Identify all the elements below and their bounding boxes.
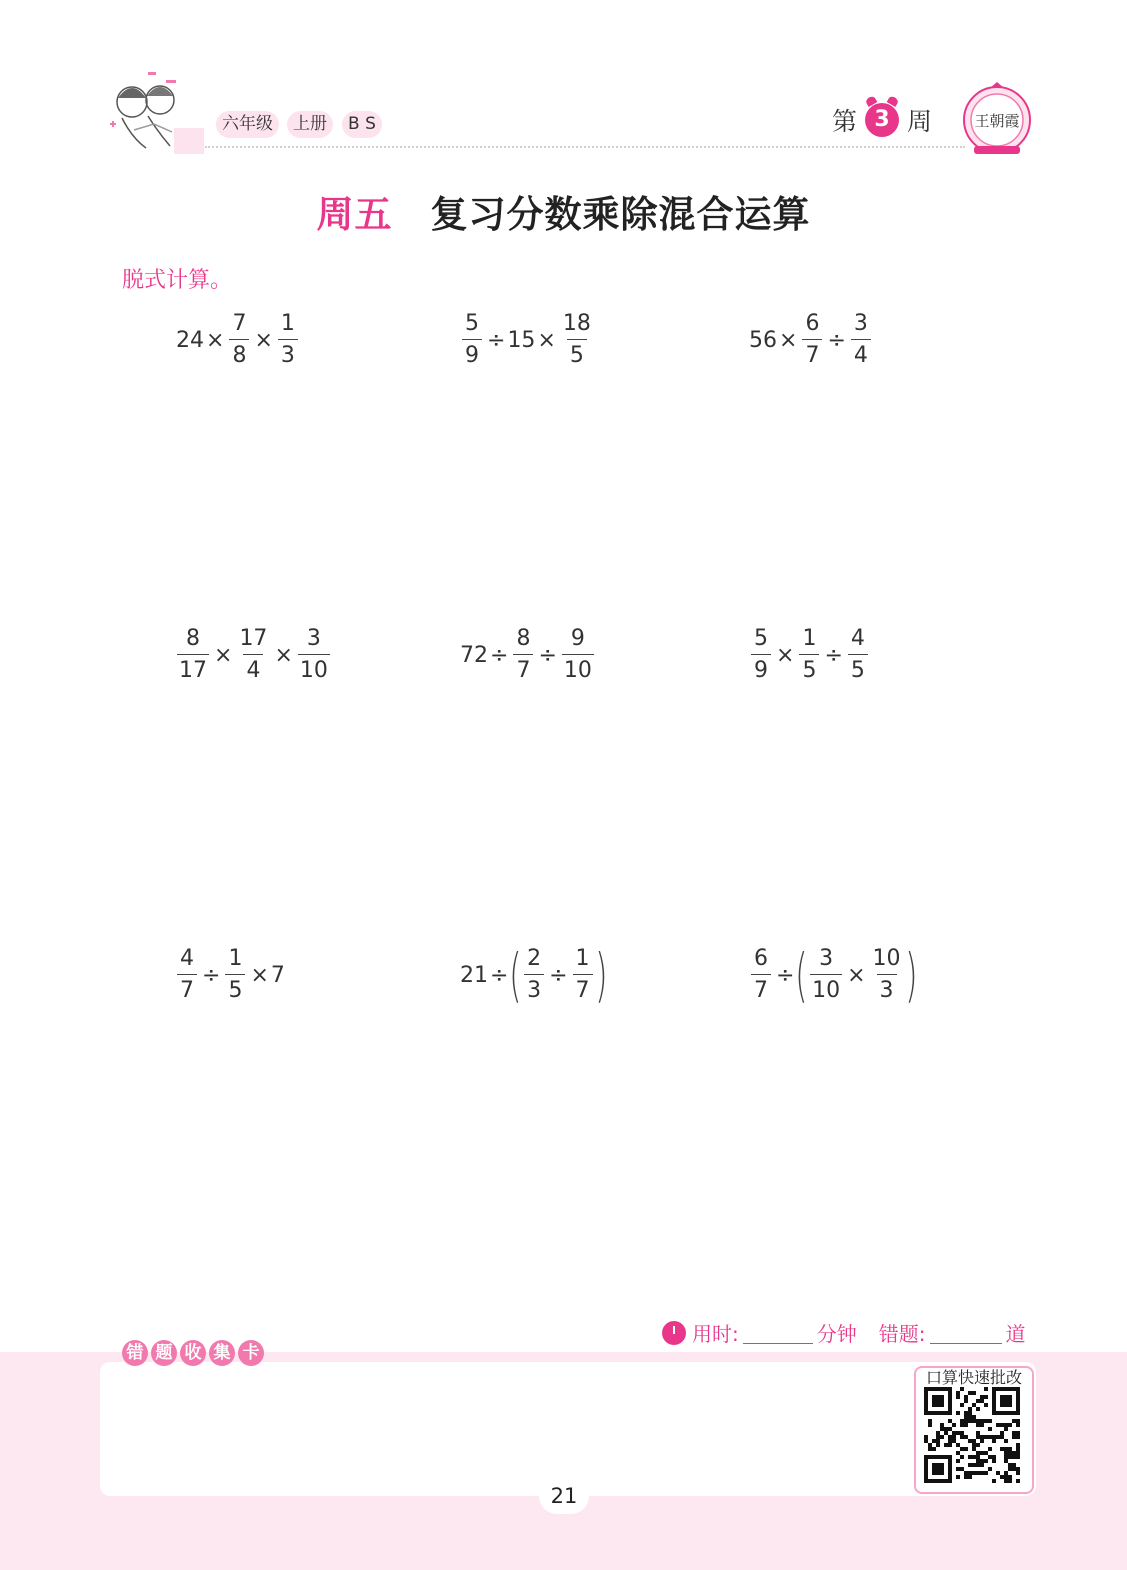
divide-sign: ÷ bbox=[827, 327, 846, 353]
fraction bbox=[848, 628, 868, 682]
denominator: 5 bbox=[567, 339, 587, 367]
fraction bbox=[751, 628, 771, 682]
right-paren: ) bbox=[594, 941, 608, 1009]
time-unit: 分钟 bbox=[816, 1322, 857, 1346]
fraction bbox=[871, 948, 903, 1002]
title-day: 周五 bbox=[316, 193, 393, 236]
fraction bbox=[225, 948, 245, 1002]
fraction bbox=[298, 628, 330, 682]
numerator: 7 bbox=[232, 311, 247, 336]
card-label-char: 题 bbox=[151, 1340, 177, 1366]
fraction bbox=[562, 628, 594, 682]
seal-text: 王朝霞 bbox=[974, 112, 1020, 130]
problem-6 bbox=[748, 620, 871, 690]
denominator: 7 bbox=[751, 974, 771, 1002]
card-label-char: 收 bbox=[180, 1340, 206, 1366]
problem-5 bbox=[460, 620, 597, 690]
week-number: 3 bbox=[874, 107, 890, 132]
denominator: 10 bbox=[298, 654, 330, 682]
time-label: 用时: bbox=[692, 1322, 739, 1346]
fraction bbox=[177, 948, 197, 1002]
numerator: 18 bbox=[562, 311, 591, 336]
card-label-char: 错 bbox=[122, 1340, 148, 1366]
denominator: 8 bbox=[229, 339, 249, 367]
fraction bbox=[177, 628, 209, 682]
fraction bbox=[513, 628, 533, 682]
week-suffix: 周 bbox=[907, 107, 933, 136]
times-sign: × bbox=[250, 962, 269, 988]
denominator: 7 bbox=[177, 974, 197, 1002]
denominator: 4 bbox=[243, 654, 263, 682]
integer: 21 bbox=[460, 962, 488, 988]
errors-blank[interactable] bbox=[930, 1321, 1002, 1344]
denominator: 10 bbox=[810, 974, 842, 1002]
kids-illustration bbox=[104, 70, 204, 156]
grade-pill: 六年级 bbox=[216, 111, 279, 138]
numerator: 4 bbox=[180, 946, 194, 971]
divide-sign: ÷ bbox=[490, 642, 509, 668]
integer: 24 bbox=[176, 327, 204, 353]
error-card-label bbox=[122, 1340, 264, 1370]
fraction bbox=[229, 313, 249, 367]
times-sign: × bbox=[254, 327, 273, 353]
fraction bbox=[561, 313, 593, 367]
denominator: 9 bbox=[462, 339, 482, 367]
numerator: 1 bbox=[802, 626, 817, 651]
divide-sign: ÷ bbox=[538, 642, 557, 668]
integer: 72 bbox=[460, 642, 488, 668]
header-divider bbox=[205, 146, 965, 148]
numerator: 3 bbox=[306, 626, 321, 651]
numerator: 4 bbox=[850, 626, 865, 651]
denominator: 10 bbox=[562, 654, 594, 682]
denominator: 3 bbox=[877, 974, 897, 1002]
card-label-char: 卡 bbox=[238, 1340, 264, 1366]
divide-sign: ÷ bbox=[776, 962, 795, 988]
denominator: 5 bbox=[799, 654, 819, 682]
denominator: 3 bbox=[278, 339, 298, 367]
fraction bbox=[278, 313, 298, 367]
problem-3 bbox=[749, 305, 874, 375]
title-topic: 复习分数乘除混合运算 bbox=[430, 193, 811, 236]
denominator: 5 bbox=[225, 974, 245, 1002]
divide-sign: ÷ bbox=[202, 962, 221, 988]
instruction: 脱式计算。 bbox=[122, 268, 233, 293]
fraction bbox=[751, 948, 771, 1002]
numerator: 1 bbox=[280, 311, 295, 336]
integer: 15 bbox=[507, 327, 536, 353]
denominator: 7 bbox=[513, 654, 533, 682]
times-sign: × bbox=[537, 327, 556, 353]
numerator: 17 bbox=[239, 626, 268, 651]
errors-label: 错题: bbox=[878, 1322, 926, 1346]
numerator: 8 bbox=[516, 626, 531, 651]
week-indicator bbox=[832, 100, 932, 140]
problem-1 bbox=[176, 305, 301, 375]
times-sign: × bbox=[847, 962, 866, 988]
edition-pill: B S bbox=[342, 111, 382, 138]
divide-sign: ÷ bbox=[490, 962, 509, 988]
numerator: 5 bbox=[465, 311, 479, 336]
numerator: 3 bbox=[819, 946, 834, 971]
week-prefix: 第 bbox=[832, 107, 858, 136]
numerator: 1 bbox=[575, 946, 590, 971]
denominator: 5 bbox=[848, 654, 868, 682]
time-error-record bbox=[662, 1318, 1026, 1347]
numerator: 6 bbox=[754, 946, 768, 971]
fraction bbox=[237, 628, 269, 682]
denominator: 17 bbox=[177, 654, 209, 682]
divide-sign: ÷ bbox=[549, 962, 568, 988]
problem-4 bbox=[174, 620, 333, 690]
numerator: 10 bbox=[872, 946, 901, 971]
integer: 56 bbox=[749, 327, 777, 353]
denominator: 3 bbox=[524, 974, 544, 1002]
alarm-clock-icon bbox=[865, 103, 899, 137]
fraction bbox=[524, 948, 544, 1002]
right-paren: ) bbox=[904, 941, 918, 1009]
divide-sign: ÷ bbox=[487, 327, 506, 353]
denominator: 7 bbox=[573, 974, 593, 1002]
numerator: 3 bbox=[853, 311, 868, 336]
card-label-char: 集 bbox=[209, 1340, 235, 1366]
fraction bbox=[810, 948, 842, 1002]
numerator: 1 bbox=[228, 946, 243, 971]
numerator: 5 bbox=[754, 626, 768, 651]
problem-2 bbox=[459, 305, 596, 375]
numerator: 8 bbox=[186, 626, 200, 651]
error-collection-card[interactable] bbox=[100, 1362, 1036, 1496]
time-blank[interactable] bbox=[743, 1321, 813, 1344]
problem-9 bbox=[748, 940, 916, 1010]
times-sign: × bbox=[206, 327, 225, 353]
fraction bbox=[851, 313, 871, 367]
errors-unit: 道 bbox=[1005, 1322, 1026, 1346]
qr-code[interactable] bbox=[924, 1387, 1020, 1483]
numerator: 6 bbox=[805, 311, 820, 336]
numerator: 9 bbox=[570, 626, 585, 651]
problem-8 bbox=[460, 940, 606, 1010]
times-sign: × bbox=[214, 642, 233, 668]
left-paren: ( bbox=[509, 941, 522, 1009]
brand-seal bbox=[960, 80, 1034, 160]
qr-caption: 口算快速批改 bbox=[925, 1368, 1022, 1387]
denominator: 4 bbox=[851, 339, 871, 367]
page-number: 21 bbox=[539, 1478, 589, 1514]
fraction bbox=[802, 313, 822, 367]
denominator: 9 bbox=[751, 654, 771, 682]
fraction bbox=[573, 948, 593, 1002]
times-sign: × bbox=[776, 642, 795, 668]
fraction bbox=[799, 628, 819, 682]
page-title bbox=[0, 184, 1127, 238]
numerator: 2 bbox=[527, 946, 542, 971]
times-sign: × bbox=[779, 327, 798, 353]
stopwatch-icon bbox=[662, 1321, 686, 1345]
term-pill: 上册 bbox=[287, 111, 333, 138]
integer: 7 bbox=[270, 962, 285, 988]
times-sign: × bbox=[274, 642, 293, 668]
divide-sign: ÷ bbox=[824, 642, 843, 668]
problem-7 bbox=[174, 940, 285, 1010]
fraction bbox=[462, 313, 482, 367]
left-paren: ( bbox=[795, 941, 808, 1009]
denominator: 7 bbox=[802, 339, 822, 367]
